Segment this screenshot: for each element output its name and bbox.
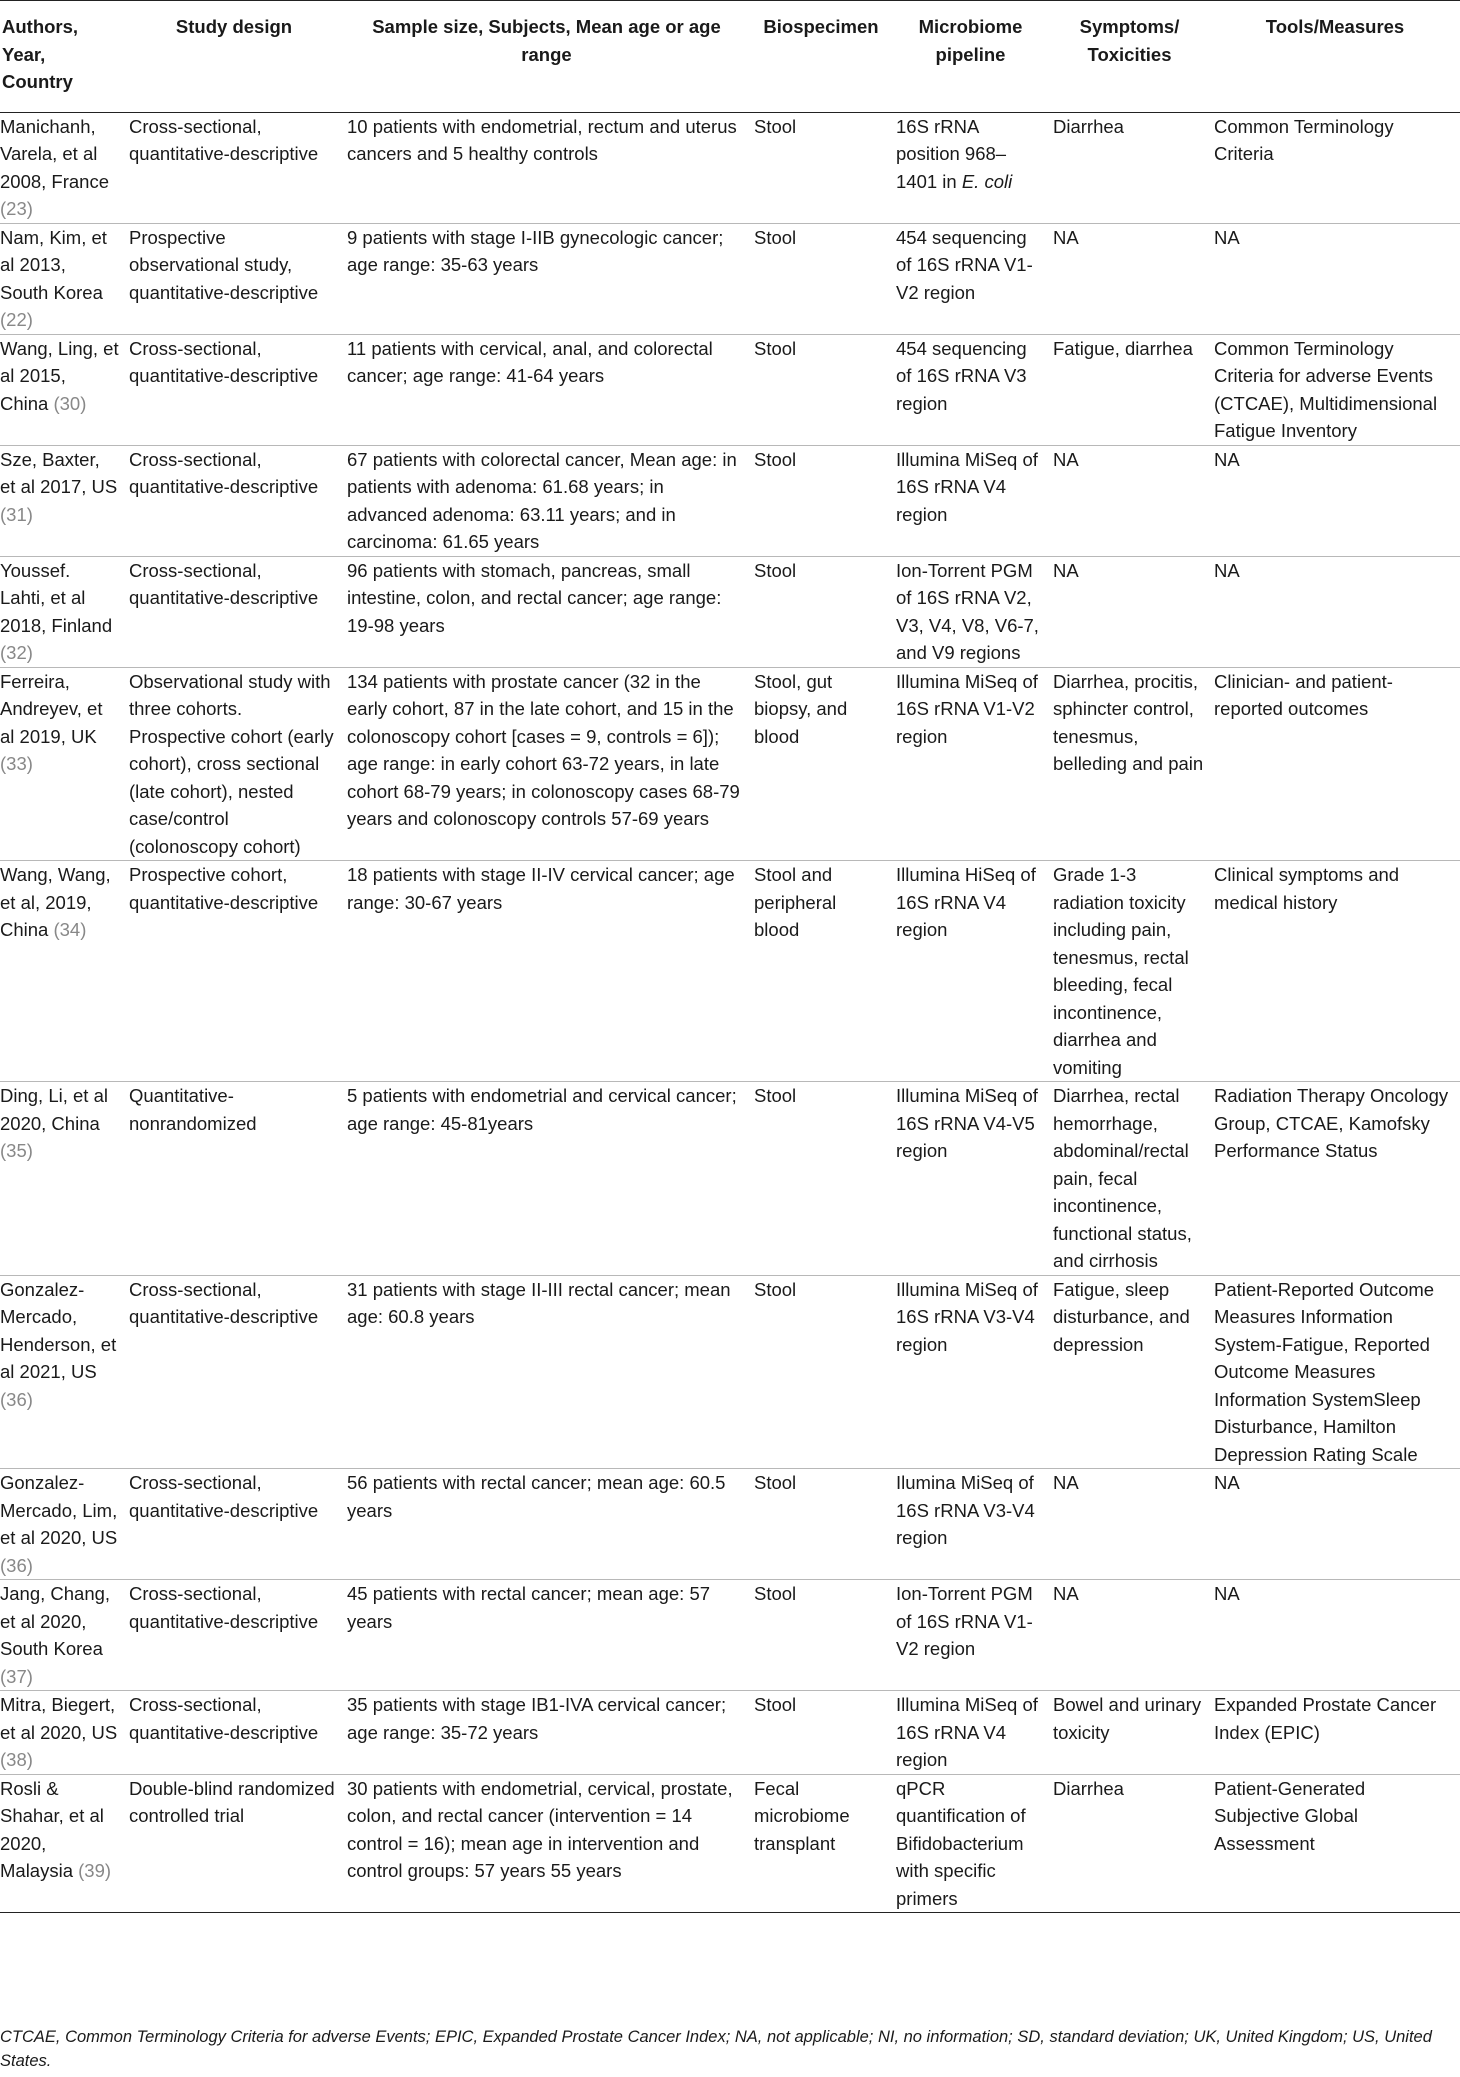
cell-biospecimen: Stool: [750, 334, 892, 445]
reference-link[interactable]: (34): [53, 919, 87, 940]
reference-link[interactable]: (38): [0, 1749, 33, 1770]
cell-sample-size: 67 patients with colorectal cancer, Mean age: in patients with adenoma: 61.68 years; in advanced adenoma: 63.11 years; and in carcinoma: 61.65 years: [343, 445, 750, 556]
table-row: [0, 1275, 1460, 1469]
authors-text: Manichanh, Varela, et al 2008, France: [0, 115, 110, 192]
cell-sample-size: 56 patients with rectal cancer; mean age: 60.5 years: [343, 1469, 750, 1580]
authors-text: Gonzalez-Mercado, Lim, et al 2020, US: [0, 1472, 118, 1548]
cell-microbiome-pipeline: [892, 1774, 1049, 1913]
cell-sample-size: 45 patients with rectal cancer; mean age: 57 years: [343, 1580, 750, 1691]
cell-study-design: Prospective cohort, quantitative-descriptive: [125, 861, 343, 1082]
cell-study-design: Quantitative-nonrandomized: [125, 1082, 343, 1276]
authors-text: Wang, Ling, et al 2015, China: [0, 337, 119, 414]
header-symptoms: Symptoms/ Toxicities: [1049, 1, 1210, 113]
cell-biospecimen: Stool: [750, 445, 892, 556]
cell-sample-size: 134 patients with prostate cancer (32 in the early cohort, 87 in the late cohort, and 15 in the colonoscopy cohort [cases = 9, controls = 6]); age range: in early cohort 63-72 years, in late cohort 68-79 years; in colonoscopy cases 68-79 years and colonoscopy controls 57-69 years: [343, 667, 750, 861]
cell-symptoms: NA: [1049, 1580, 1210, 1691]
cell-biospecimen: Stool, gut biopsy, and blood: [750, 667, 892, 861]
table-row: [0, 556, 1460, 667]
cell-biospecimen: Stool: [750, 1580, 892, 1691]
cell-authors: [0, 445, 125, 556]
cell-microbiome-pipeline: [892, 1580, 1049, 1691]
cell-tools: NA: [1210, 556, 1460, 667]
cell-study-design: Cross-sectional, quantitative-descriptive: [125, 445, 343, 556]
cell-study-design: Cross-sectional, quantitative-descriptive: [125, 1691, 343, 1775]
cell-microbiome-pipeline: [892, 556, 1049, 667]
cell-tools: Clinical symptoms and medical history: [1210, 861, 1460, 1082]
pipeline-text: Illumina MiSeq of 16S rRNA V4 region: [896, 1694, 1038, 1770]
cell-biospecimen: Stool: [750, 223, 892, 334]
cell-authors: [0, 667, 125, 861]
cell-study-design: Cross-sectional, quantitative-descriptive: [125, 1275, 343, 1469]
reference-link[interactable]: (30): [53, 392, 87, 414]
cell-authors: [0, 1469, 125, 1580]
pipeline-text: Ion-Torrent PGM of 16S rRNA V1-V2 region: [896, 1583, 1033, 1659]
authors-text: Mitra, Biegert, et al 2020, US: [0, 1694, 118, 1743]
authors-text: Rosli & Shahar, et al 2020, Malaysia: [0, 1777, 104, 1881]
table-row: [0, 1774, 1460, 1913]
header-sample-size: Sample size, Subjects, Mean age or age range: [343, 1, 750, 113]
cell-tools: Radiation Therapy Oncology Group, CTCAE, Kamofsky Performance Status: [1210, 1082, 1460, 1276]
cell-sample-size: 18 patients with stage II-IV cervical cancer; age range: 30-67 years: [343, 861, 750, 1082]
cell-symptoms: Diarrhea, rectal hemorrhage, abdominal/rectal pain, fecal incontinence, functional status, and cirrhosis: [1049, 1082, 1210, 1276]
cell-sample-size: 30 patients with endometrial, cervical, prostate, colon, and rectal cancer (intervention = 14 control = 16); mean age in intervention and control groups: 57 years 55 years: [343, 1774, 750, 1913]
cell-authors: [0, 556, 125, 667]
cell-authors: [0, 1691, 125, 1775]
cell-authors: [0, 334, 125, 445]
cell-biospecimen: Stool: [750, 112, 892, 223]
reference-link[interactable]: (37): [0, 1665, 33, 1687]
cell-authors: [0, 861, 125, 1082]
cell-symptoms: Diarrhea: [1049, 1774, 1210, 1913]
table-row: [0, 1082, 1460, 1276]
cell-tools: Clinician- and patient-reported outcomes: [1210, 667, 1460, 861]
header-authors: Authors, Year, Country: [0, 1, 125, 113]
cell-authors: [0, 112, 125, 223]
cell-microbiome-pipeline: [892, 334, 1049, 445]
cell-biospecimen: Stool: [750, 1275, 892, 1469]
cell-study-design: Observational study with three cohorts. Prospective cohort (early cohort), cross sectional (late cohort), nested case/control (colonoscopy cohort): [125, 667, 343, 861]
cell-sample-size: 35 patients with stage IB1-IVA cervical cancer; age range: 35-72 years: [343, 1691, 750, 1775]
cell-symptoms: NA: [1049, 445, 1210, 556]
authors-text: Nam, Kim, et al 2013, South Korea: [0, 226, 107, 303]
cell-tools: Patient-Generated Subjective Global Assessment: [1210, 1774, 1460, 1913]
cell-sample-size: 5 patients with endometrial and cervical cancer; age range: 45-81years: [343, 1082, 750, 1276]
pipeline-text: qPCR quantification of Bifidobacterium with specific primers: [896, 1777, 1026, 1909]
authors-text: Jang, Chang, et al 2020, South Korea: [0, 1583, 111, 1659]
reference-link[interactable]: (23): [0, 198, 33, 219]
cell-microbiome-pipeline: [892, 445, 1049, 556]
table-header: [0, 1, 1460, 113]
cell-sample-size: 11 patients with cervical, anal, and colorectal cancer; age range: 41-64 years: [343, 334, 750, 445]
cell-microbiome-pipeline: [892, 1469, 1049, 1580]
authors-text: Wang, Wang, et al, 2019, China: [0, 864, 111, 940]
cell-sample-size: 10 patients with endometrial, rectum and uterus cancers and 5 healthy controls: [343, 112, 750, 223]
table-row: [0, 1580, 1460, 1691]
table-row: [0, 112, 1460, 223]
reference-link[interactable]: (36): [0, 1388, 33, 1410]
table-row: [0, 1469, 1460, 1580]
cell-study-design: Cross-sectional, quantitative-descriptive: [125, 556, 343, 667]
cell-tools: NA: [1210, 223, 1460, 334]
cell-symptoms: NA: [1049, 1469, 1210, 1580]
pipeline-text: 454 sequencing of 16S rRNA V3 region: [896, 337, 1027, 414]
cell-symptoms: Diarrhea, procitis, sphincter control, tenesmus, belleding and pain: [1049, 667, 1210, 861]
cell-microbiome-pipeline: [892, 1691, 1049, 1775]
authors-text: Ferreira, Andreyev, et al 2019, UK: [0, 670, 103, 747]
table-row: [0, 667, 1460, 861]
cell-biospecimen: Stool: [750, 1469, 892, 1580]
cell-sample-size: 96 patients with stomach, pancreas, small intestine, colon, and rectal cancer; age range: 19-98 years: [343, 556, 750, 667]
authors-text: Sze, Baxter, et al 2017, US: [0, 448, 118, 497]
pipeline-text: Illumina MiSeq of 16S rRNA V4-V5 region: [896, 1085, 1038, 1161]
header-biospecimen: Biospecimen: [750, 1, 892, 113]
reference-link[interactable]: (33): [0, 753, 33, 774]
cell-study-design: Cross-sectional, quantitative-descriptive: [125, 112, 343, 223]
cell-study-design: Cross-sectional, quantitative-descriptive: [125, 1580, 343, 1691]
cell-sample-size: 9 patients with stage I-IIB gynecologic cancer; age range: 35-63 years: [343, 223, 750, 334]
reference-link[interactable]: (36): [0, 1554, 33, 1576]
reference-link[interactable]: (35): [0, 1140, 33, 1161]
table-row: [0, 334, 1460, 445]
pipeline-text: Illumina MiSeq of 16S rRNA V4 region: [896, 448, 1038, 525]
authors-text: Ding, Li, et al 2020, China: [0, 1085, 108, 1134]
cell-tools: NA: [1210, 1580, 1460, 1691]
pipeline-text: 454 sequencing of 16S rRNA V1-V2 region: [896, 226, 1033, 303]
cell-study-design: Double-blind randomized controlled trial: [125, 1774, 343, 1913]
cell-biospecimen: Stool: [750, 556, 892, 667]
cell-tools: Expanded Prostate Cancer Index (EPIC): [1210, 1691, 1460, 1775]
header-microbiome-pipeline: Microbiome pipeline: [892, 1, 1049, 113]
reference-link[interactable]: (22): [0, 309, 33, 330]
cell-tools: Common Terminology Criteria for adverse Events (CTCAE), Multidimensional Fatigue Inventory: [1210, 334, 1460, 445]
table-row: [0, 445, 1460, 556]
cell-symptoms: Diarrhea: [1049, 112, 1210, 223]
cell-tools: Patient-Reported Outcome Measures Information System-Fatigue, Reported Outcome Measures Information SystemSleep Disturbance, Hamilton Depression Rating Scale: [1210, 1275, 1460, 1469]
cell-authors: [0, 1774, 125, 1913]
pipeline-text: 16S rRNA position 968–1401 in: [896, 115, 1007, 192]
table-row: [0, 861, 1460, 1082]
cell-biospecimen: Stool and peripheral blood: [750, 861, 892, 1082]
cell-symptoms: Fatigue, sleep disturbance, and depression: [1049, 1275, 1210, 1469]
reference-link[interactable]: (32): [0, 642, 33, 663]
reference-link[interactable]: (31): [0, 503, 33, 525]
cell-symptoms: Bowel and urinary toxicity: [1049, 1691, 1210, 1775]
header-row: [0, 1, 1460, 113]
cell-symptoms: NA: [1049, 223, 1210, 334]
cell-microbiome-pipeline: [892, 1275, 1049, 1469]
cell-microbiome-pipeline: [892, 667, 1049, 861]
cell-biospecimen: Fecal microbiome transplant: [750, 1774, 892, 1913]
cell-authors: [0, 223, 125, 334]
table-row: [0, 1691, 1460, 1775]
cell-symptoms: Grade 1-3 radiation toxicity including pain, tenesmus, rectal bleeding, fecal incontinence, diarrhea and vomiting: [1049, 861, 1210, 1082]
pipeline-text: Illumina MiSeq of 16S rRNA V3-V4 region: [896, 1278, 1038, 1355]
cell-biospecimen: Stool: [750, 1691, 892, 1775]
cell-sample-size: 31 patients with stage II-III rectal cancer; mean age: 60.8 years: [343, 1275, 750, 1469]
cell-biospecimen: Stool: [750, 1082, 892, 1276]
cell-tools: NA: [1210, 1469, 1460, 1580]
cell-study-design: Cross-sectional, quantitative-descriptive: [125, 334, 343, 445]
pipeline-text: Ion-Torrent PGM of 16S rRNA V2, V3, V4, V8, V6-7, and V9 regions: [896, 559, 1039, 663]
cell-tools: Common Terminology Criteria: [1210, 112, 1460, 223]
pipeline-text: Ilumina MiSeq of 16S rRNA V3-V4 region: [896, 1472, 1035, 1548]
header-tools: Tools/Measures: [1210, 1, 1460, 113]
cell-microbiome-pipeline: [892, 112, 1049, 223]
table-body: [0, 112, 1460, 1913]
header-study-design: Study design: [125, 1, 343, 113]
pipeline-organism: E. coli: [961, 170, 1013, 192]
pipeline-text: Illumina MiSeq of 16S rRNA V1-V2 region: [896, 670, 1038, 747]
cell-authors: [0, 1580, 125, 1691]
authors-text: Youssef. Lahti, et al 2018, Finland: [0, 559, 113, 636]
cell-tools: NA: [1210, 445, 1460, 556]
cell-symptoms: Fatigue, diarrhea: [1049, 334, 1210, 445]
cell-microbiome-pipeline: [892, 1082, 1049, 1276]
cell-authors: [0, 1082, 125, 1276]
cell-microbiome-pipeline: [892, 861, 1049, 1082]
authors-text: Gonzalez-Mercado, Henderson, et al 2021, US: [0, 1278, 117, 1382]
cell-microbiome-pipeline: [892, 223, 1049, 334]
table-footnote: CTCAE, Common Terminology Criteria for adverse Events; EPIC, Expanded Prostate Cancer Index; NA, not applicable; NI, no information; SD, standard deviation; UK, United Kingdom; US, United States.: [0, 2028, 1432, 2070]
reference-link[interactable]: (39): [78, 1860, 112, 1881]
cell-authors: [0, 1275, 125, 1469]
cell-study-design: Cross-sectional, quantitative-descriptive: [125, 1469, 343, 1580]
pipeline-text: Illumina HiSeq of 16S rRNA V4 region: [896, 864, 1036, 940]
cell-study-design: Prospective observational study, quantitative-descriptive: [125, 223, 343, 334]
table-row: [0, 223, 1460, 334]
cell-symptoms: NA: [1049, 556, 1210, 667]
